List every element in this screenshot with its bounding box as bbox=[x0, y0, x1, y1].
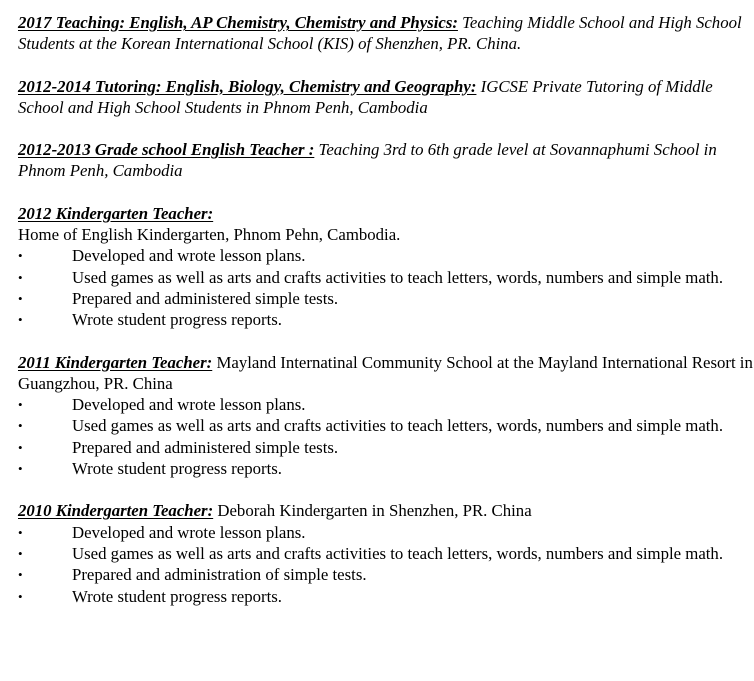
entry-heading: 2010 Kindergarten Teacher: bbox=[18, 501, 214, 521]
duties-list bbox=[18, 245, 754, 330]
bullet-icon: • bbox=[18, 545, 23, 561]
entry-heading: 2012-2014 Tutoring: English, Biology, Chemistry and Geography: bbox=[18, 76, 477, 96]
resume-experience-section bbox=[18, 12, 754, 607]
bullet-icon: • bbox=[18, 588, 23, 604]
experience-entry-2012-2014 bbox=[18, 76, 754, 119]
list-item: • Prepared and administered simple tests. bbox=[18, 288, 339, 308]
bullet-icon: • bbox=[18, 269, 23, 285]
list-item: • Wrote student progress reports. bbox=[18, 459, 282, 479]
experience-entry-2012-kindergarten bbox=[18, 203, 754, 331]
experience-entry-2011-kindergarten bbox=[18, 352, 754, 480]
bullet-icon: • bbox=[18, 461, 23, 477]
entry-description: IGCSE Private Tutoring of Middle School and High School Students in Phnom Penh, Cambodia bbox=[18, 76, 713, 117]
entry-heading: 2017 Teaching: English, AP Chemistry, Chemistry and Physics: bbox=[18, 13, 458, 32]
list-item: • Prepared and administered simple tests. bbox=[18, 437, 339, 457]
entry-location: Mayland Internatinal Community School at the Mayland International Resort in Guangzhou, PR. China bbox=[18, 352, 753, 393]
duties-list bbox=[18, 522, 754, 607]
list-item: • Developed and wrote lesson plans. bbox=[18, 246, 306, 266]
bullet-icon: • bbox=[18, 248, 23, 264]
entry-heading: 2012 Kindergarten Teacher: bbox=[18, 203, 214, 223]
bullet-icon: • bbox=[18, 524, 23, 540]
experience-entry-2012-2013 bbox=[18, 139, 754, 182]
entry-description: Teaching 3rd to 6th grade level at Sovannaphumi School in Phnom Penh, Cambodia bbox=[18, 140, 717, 181]
bullet-icon: • bbox=[18, 312, 23, 328]
list-item: • Prepared and administration of simple tests. bbox=[18, 565, 367, 585]
entry-heading: 2011 Kindergarten Teacher: bbox=[18, 352, 213, 372]
bullet-icon: • bbox=[18, 567, 23, 583]
list-item: • Wrote student progress reports. bbox=[18, 310, 282, 330]
entry-location: Deborah Kindergarten in Shenzhen, PR. China bbox=[213, 501, 532, 521]
list-item: • Developed and wrote lesson plans. bbox=[18, 522, 306, 542]
duties-list bbox=[18, 394, 754, 479]
bullet-icon: • bbox=[18, 290, 23, 306]
list-item: • Used games as well as arts and crafts activities to teach letters, words, numbers and simple math. bbox=[18, 267, 724, 287]
entry-location: Home of English Kindergarten, Phnom Pehn, Cambodia. bbox=[18, 225, 401, 245]
list-item: • Used games as well as arts and crafts activities to teach letters, words, numbers and simple math. bbox=[18, 416, 724, 436]
entry-heading: 2012-2013 Grade school English Teacher : bbox=[18, 140, 315, 160]
bullet-icon: • bbox=[18, 397, 23, 413]
list-item: • Wrote student progress reports. bbox=[18, 586, 282, 606]
list-item: • Developed and wrote lesson plans. bbox=[18, 395, 306, 415]
bullet-icon: • bbox=[18, 439, 23, 455]
experience-entry-2010-kindergarten bbox=[18, 500, 754, 606]
bullet-icon: • bbox=[18, 418, 23, 434]
entry-description: Teaching Middle School and High School Students at the Korean International School (KIS) of Shenzhen, PR. China. bbox=[18, 13, 742, 54]
experience-entry-2017 bbox=[18, 12, 754, 55]
list-item: • Used games as well as arts and crafts activities to teach letters, words, numbers and simple math. bbox=[18, 543, 724, 563]
